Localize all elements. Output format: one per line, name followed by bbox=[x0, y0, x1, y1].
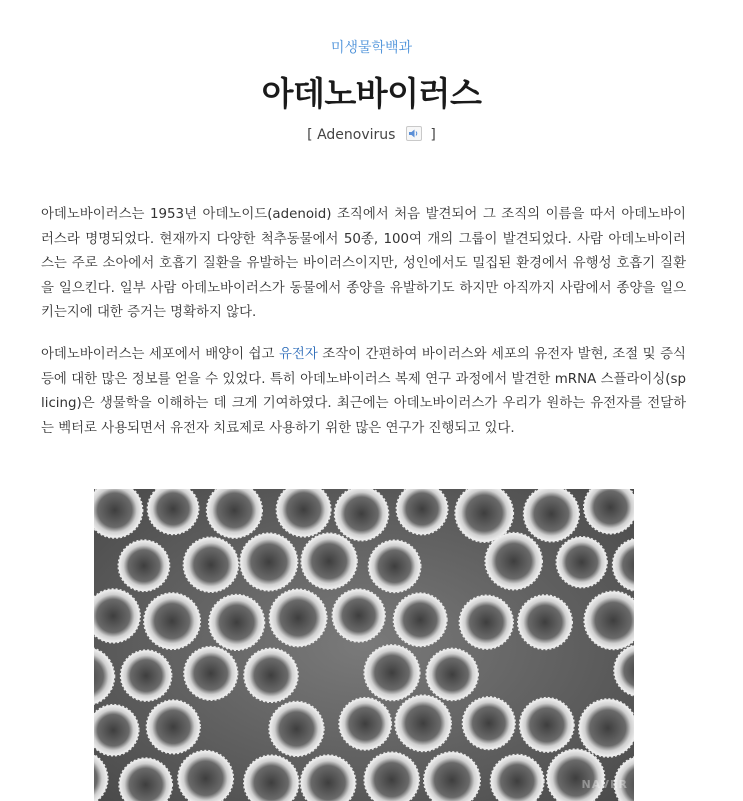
virus-particle bbox=[364, 645, 419, 700]
virus-particle bbox=[240, 533, 297, 590]
virus-particle bbox=[395, 695, 451, 751]
virus-particle bbox=[524, 489, 579, 542]
adenovirus-micrograph[interactable] bbox=[94, 489, 634, 801]
virus-particle bbox=[579, 699, 634, 757]
page-title: 아데노바이러스 bbox=[261, 74, 482, 113]
virus-particle bbox=[394, 593, 447, 646]
virus-particle bbox=[335, 489, 389, 541]
virus-particle bbox=[121, 650, 172, 701]
virus-particle bbox=[184, 537, 239, 592]
virus-particle bbox=[301, 755, 356, 801]
virus-particle bbox=[460, 596, 513, 649]
virus-particle bbox=[270, 589, 327, 646]
virus-particle bbox=[144, 593, 200, 649]
virus-particle bbox=[244, 649, 298, 703]
virus-particle bbox=[119, 540, 170, 591]
virus-particle bbox=[209, 595, 264, 650]
virus-particle bbox=[369, 540, 421, 592]
category-label[interactable]: 미생물학백과 bbox=[330, 40, 413, 56]
virus-particle bbox=[520, 698, 574, 752]
virus-particle bbox=[518, 595, 572, 649]
paragraph-intro: 아데노바이러스는 1953년 아데노이드(adenoid) 조직에서 처음 발견되어 그 조직의 이름을 따서 아데노바이러스라 명명되었다. 현재까지 다양한 척추동물에서 50종, 100여 개의 그룹이 발견되었다. 사람 아데노바이러스는 주로 소아에서 호흡기 질환을 유발하는 바이러스이지만, 성인에서도 밀집된 환경에서 유행성 호흡기 질환을 일으킨다. 일부 사람 아데노바이러스가 동물에서 종양을 유발하기도 하지만 아직까지 사람에서 종양을 일으키는지에 대한 증거는 명확하지 않다. bbox=[41, 207, 686, 321]
virus-particle bbox=[584, 592, 634, 650]
pron-open-bracket: [ bbox=[307, 127, 313, 143]
virus-particle bbox=[269, 702, 323, 756]
english-term: Adenovirus bbox=[317, 127, 396, 143]
virus-particle bbox=[584, 489, 634, 534]
watermark: NAVER bbox=[581, 778, 628, 791]
micrograph-image bbox=[94, 489, 634, 801]
paragraph-research-after: 조작이 간편하여 바이러스와 세포의 유전자 발현, 조절 및 증식 등에 대한 많은 정보를 얻을 수 있었다. 특히 아데노바이러스 복제 연구 과정에서 발견한 mRNA 스플라이싱(splicing)은 생물학을 이해하는 데 크게 기여하였다. 최근에는 아데노바이러스가 우리가 원하는 유전자를 전달하는 벡터로 사용되면서 유전자 치료제로 사용하기 위한 많은 연구가 진행되고 있다. bbox=[41, 347, 686, 436]
gene-link[interactable]: 유전자 bbox=[278, 347, 318, 362]
virus-particle bbox=[184, 647, 237, 700]
pronunciation bbox=[0, 126, 743, 143]
virus-particle bbox=[333, 589, 385, 641]
virus-particle bbox=[557, 537, 607, 587]
paragraph-research-before: 아데노바이러스는 세포에서 배양이 쉽고 bbox=[41, 347, 279, 362]
virus-particle bbox=[339, 698, 391, 750]
virus-particle bbox=[485, 533, 542, 590]
virus-particle bbox=[491, 755, 544, 801]
virus-particle bbox=[463, 697, 515, 749]
virus-particle bbox=[301, 533, 357, 589]
paragraph-research bbox=[41, 343, 686, 441]
virus-particle bbox=[147, 700, 200, 753]
virus-particle bbox=[426, 649, 478, 701]
pron-close-bracket: ] bbox=[430, 127, 436, 143]
speaker-icon[interactable] bbox=[406, 126, 422, 141]
virus-particle bbox=[547, 749, 604, 801]
